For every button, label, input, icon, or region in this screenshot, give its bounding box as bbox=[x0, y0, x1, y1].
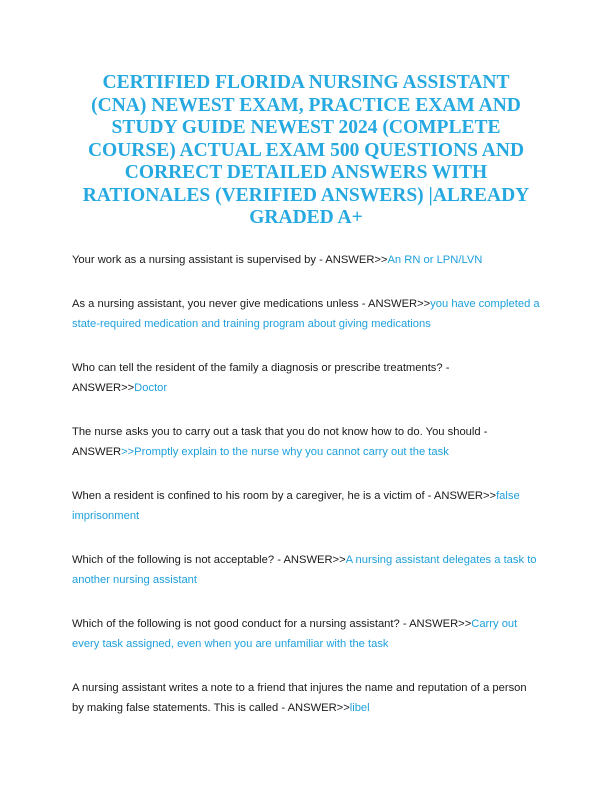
qa-item bbox=[72, 550, 540, 590]
question-text: Your work as a nursing assistant is supervised by - bbox=[72, 253, 326, 266]
answer-text: Doctor bbox=[134, 381, 168, 394]
question-text: Which of the following is not acceptable? - bbox=[72, 553, 284, 566]
answer-label: ANSWER>> bbox=[72, 381, 135, 394]
qa-item bbox=[72, 422, 540, 462]
answer-label: ANSWER>> bbox=[409, 617, 472, 630]
qa-item bbox=[72, 614, 540, 654]
answer-text: libel bbox=[349, 701, 370, 714]
answer-label: ANSWER>> bbox=[287, 701, 350, 714]
answer-text: An RN or LPN/LVN bbox=[387, 253, 483, 266]
answer-label: ANSWER>> bbox=[433, 489, 497, 502]
qa-item bbox=[72, 294, 540, 334]
question-text: The nurse asks you to carry out a task that you do not know how to do. You should - bbox=[72, 425, 488, 438]
qa-item bbox=[72, 678, 540, 718]
document-title: CERTIFIED FLORIDA NURSING ASSISTANT (CNA) NEWEST EXAM, PRACTICE EXAM AND STUDY GUIDE NEWEST 2024 (COMPLETE COURSE) ACTUAL EXAM 500 QUESTIONS AND CORRECT DETAILED ANSWERS WITH RATIONALES (VERIFIED ANSWERS) |ALREADY GRADED A+ bbox=[82, 72, 530, 228]
answer-label: ANSWER>> bbox=[283, 553, 346, 566]
question-text: Who can tell the resident of the family a diagnosis or prescribe treatments? - bbox=[72, 361, 450, 374]
question-text: As a nursing assistant, you never give medications unless - bbox=[72, 297, 368, 310]
answer-text: A nursing assistant delegates a task to another nursing assistant bbox=[72, 553, 537, 586]
answer-label: ANSWER>> bbox=[325, 253, 388, 266]
question-text: When a resident is confined to his room by a caregiver, he is a victim of - bbox=[72, 489, 434, 502]
answer-text: false imprisonment bbox=[72, 489, 520, 522]
qa-item bbox=[72, 250, 540, 270]
qa-item bbox=[72, 358, 540, 398]
answer-label: ANSWER>> bbox=[368, 297, 431, 310]
answer-text: >>Promptly explain to the nurse why you cannot carry out the task bbox=[121, 445, 449, 458]
answer-text: Carry out every task assigned, even when you are unfamiliar with the task bbox=[72, 617, 518, 650]
question-text: A nursing assistant writes a note to a friend that injures the name and reputation of a person by making false statements. This is called - bbox=[72, 681, 527, 714]
answer-text: you have completed a state-required medication and training program about giving medications bbox=[72, 297, 540, 330]
question-text: Which of the following is not good conduct for a nursing assistant? - bbox=[72, 617, 410, 630]
answer-label: ANSWER bbox=[72, 445, 122, 458]
qa-item bbox=[72, 486, 540, 526]
